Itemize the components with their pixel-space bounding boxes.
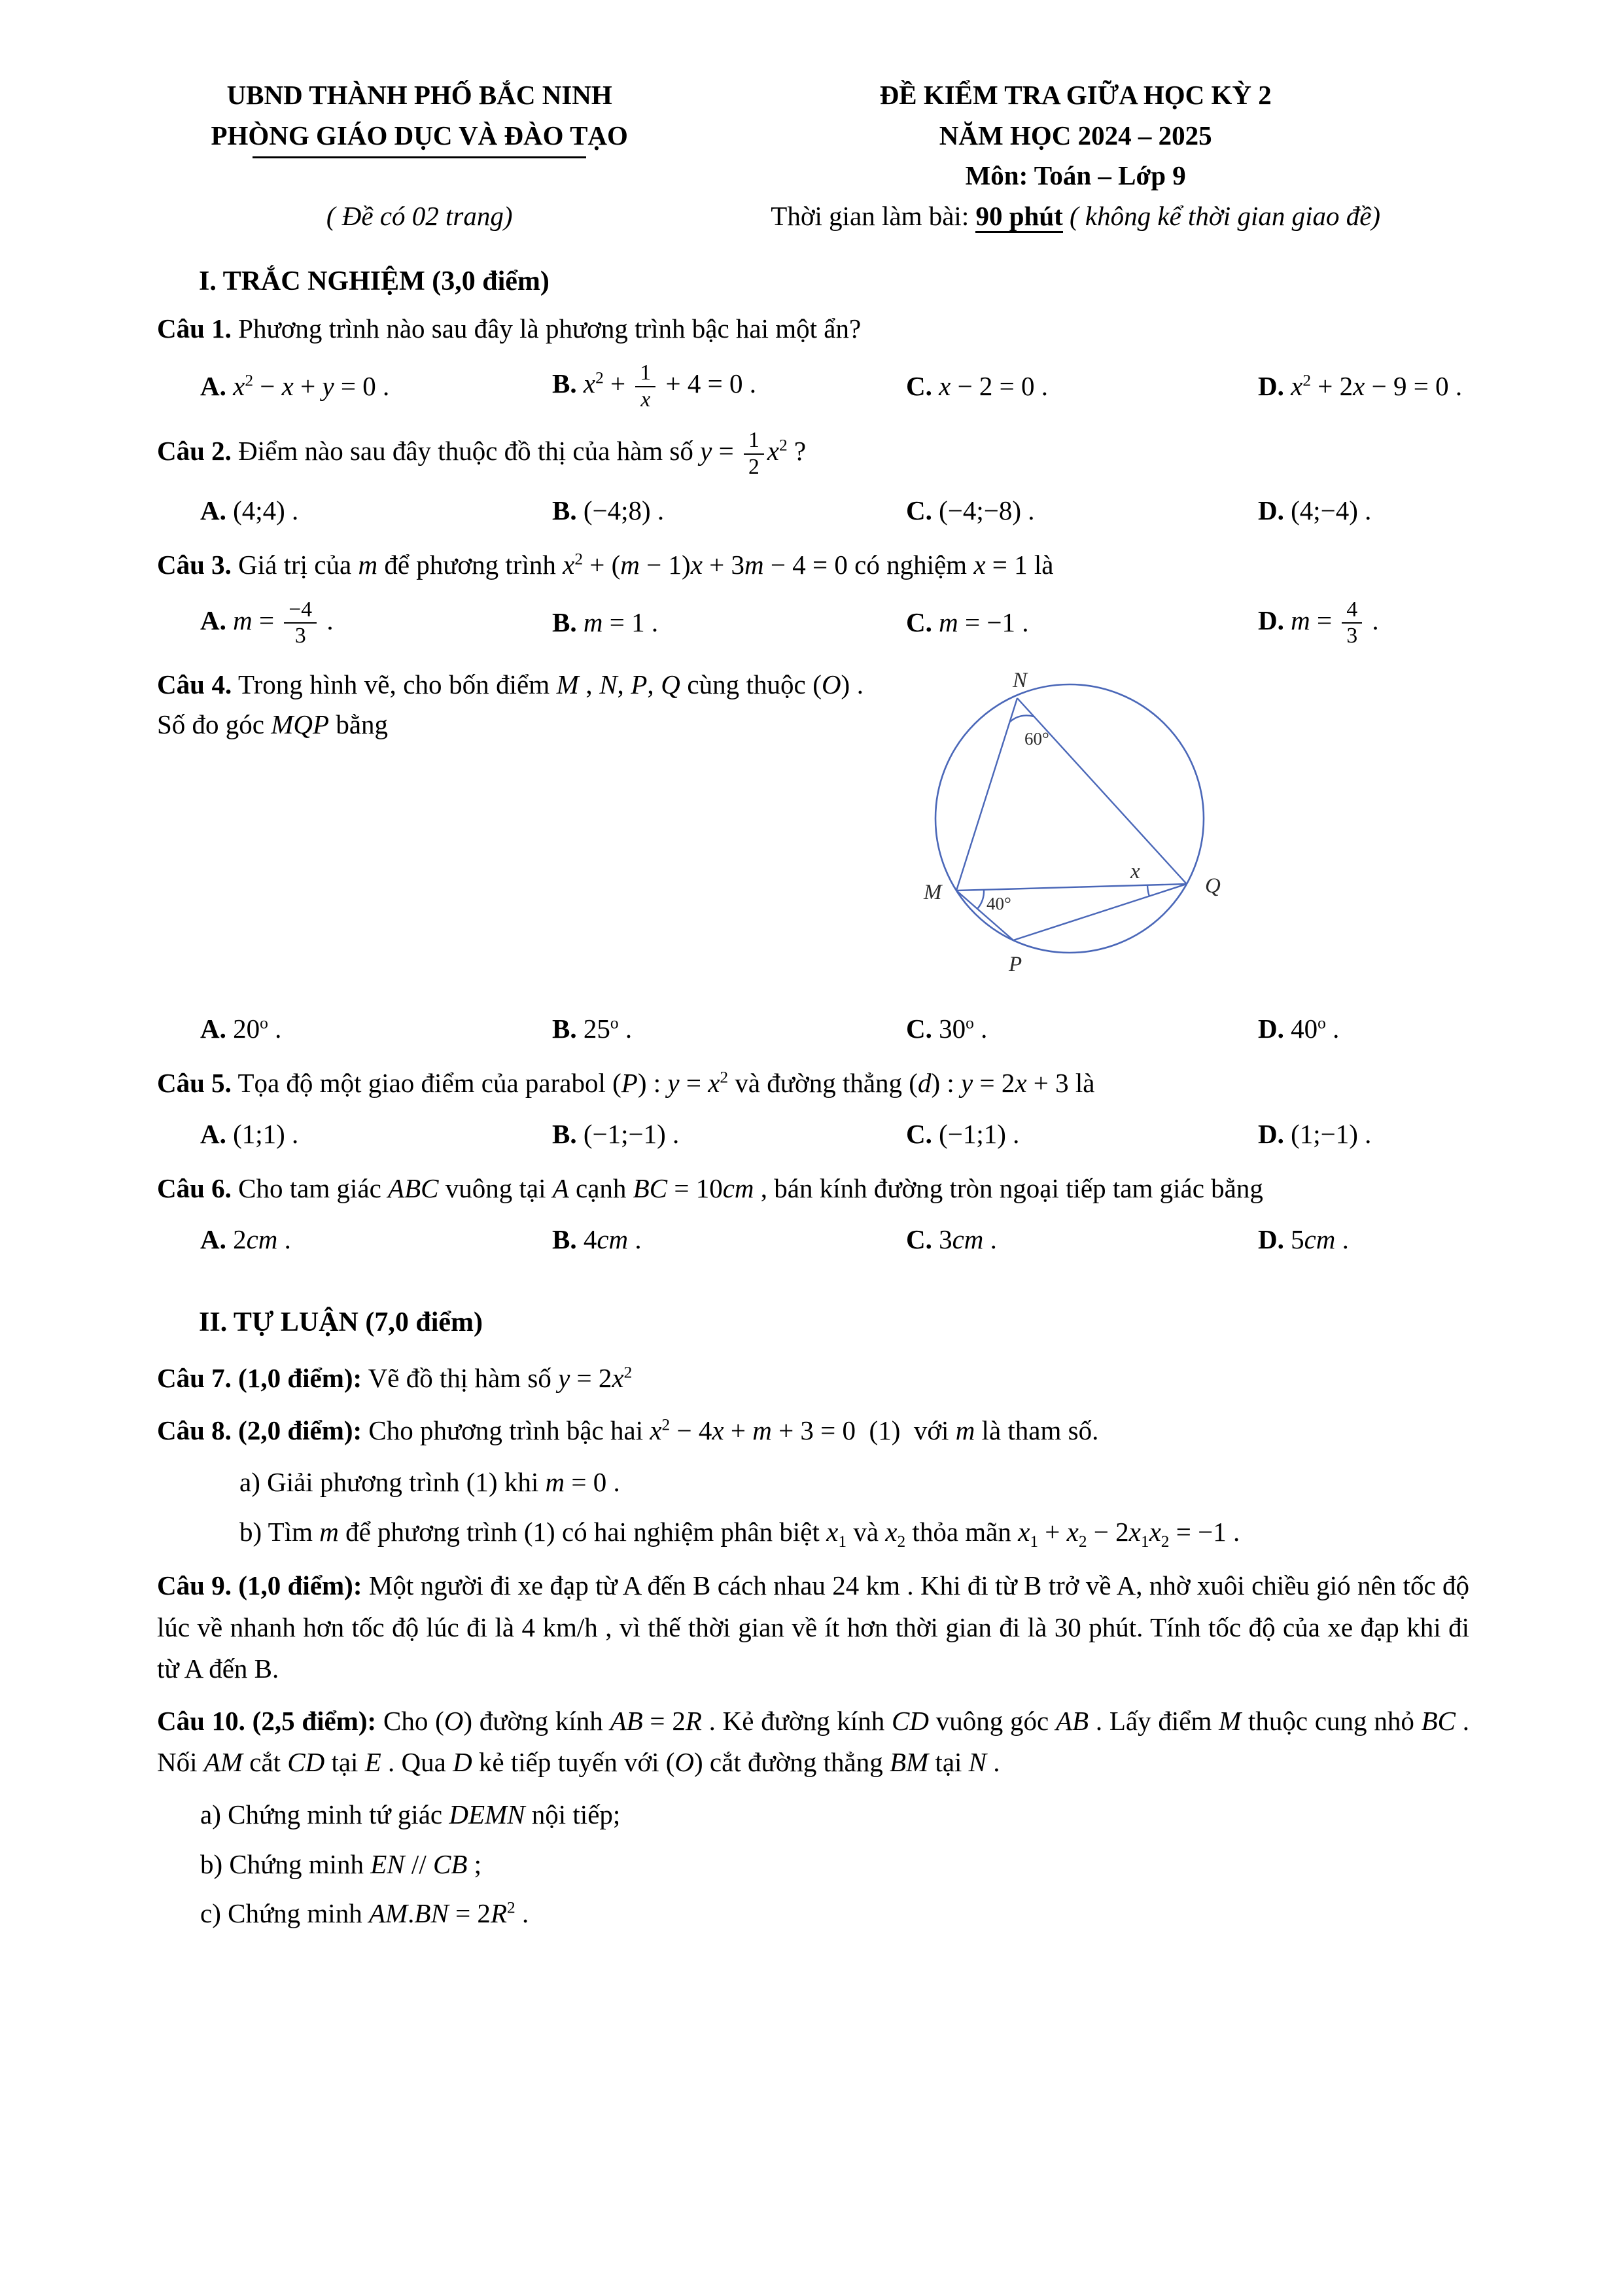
question-8-label: Câu 8. (2,0 điểm): <box>157 1415 362 1445</box>
question-5 <box>157 1063 1469 1153</box>
question-4-stem <box>157 665 864 745</box>
question-6-option-a <box>200 1221 552 1258</box>
option-key: C. <box>906 370 932 401</box>
question-2-option-c <box>906 492 1258 529</box>
question-5-option-a <box>200 1116 552 1153</box>
question-7-label: Câu 7. (1,0 điểm): <box>157 1363 362 1393</box>
option-text: 40$^o$ . <box>1291 1013 1340 1044</box>
question-6-options <box>157 1221 1469 1258</box>
question-1-text: Phương trình nào sau đây là phương trình bậc hai một ẩn? <box>238 313 862 344</box>
question-2-option-a <box>200 492 552 529</box>
option-text: (−4;−8) . <box>939 495 1035 525</box>
option-key: D. <box>1258 1224 1284 1254</box>
option-text: 25$^o$ . <box>583 1013 633 1044</box>
duration-note: ( không kể thời gian giao đề) <box>1062 200 1381 231</box>
option-key: B. <box>552 1118 577 1149</box>
option-key: B. <box>552 495 577 525</box>
option-text: (1;1) . <box>233 1118 299 1149</box>
option-key: D. <box>1258 370 1284 401</box>
option-key: B. <box>552 1224 577 1254</box>
question-1 <box>157 309 1469 413</box>
option-text: (1;−1) . <box>1291 1118 1372 1149</box>
circle-figure <box>903 665 1269 998</box>
option-text: 20$^o$ . <box>233 1013 282 1044</box>
circle-O <box>935 684 1204 953</box>
chord-NM <box>956 698 1017 891</box>
option-key: C. <box>906 495 932 525</box>
question-8-part-b: b) Tìm m để phương trình (1) có hai nghiệm phân biệt $x_1$ và $x_2$ thỏa mãn $x_1 + x_2 - 2x_1x_2 = -1$ . <box>239 1516 1240 1551</box>
question-1-option-a <box>200 368 552 405</box>
option-key: A. <box>200 495 226 525</box>
section-essay-title: II. TỰ LUẬN (7,0 điểm) <box>199 1307 483 1337</box>
question-10-part-a: a) Chứng minh tứ giác DEMN nội tiếp; <box>200 1799 621 1829</box>
option-text: $x^2 + 2x - 9 = 0$ . <box>1291 370 1463 401</box>
question-5-options <box>157 1116 1469 1153</box>
question-1-stem <box>157 309 1469 349</box>
question-9-stem <box>157 1565 1469 1690</box>
option-text: $x^2 - x + y = 0$ . <box>233 370 390 401</box>
option-text: (−1;−1) . <box>583 1118 680 1149</box>
option-text: 30$^o$ . <box>939 1013 988 1044</box>
question-3-text: Giá trị của m để phương trình $x^2 + (m - 1)x + 3m - 4 = 0$ có nghiệm x = 1 là <box>238 550 1054 580</box>
question-5-label: Câu 5. <box>157 1068 232 1099</box>
question-9-text: Một người đi xe đạp từ A đến B cách nhau 24 km . Khi đi từ B trở về A, nhờ xuôi chiều gió nên tốc độ lúc về nhanh hơn tốc độ lúc đi là 4 km/h , vì thế thời gian về ít hơn thời gian đi là 30 phút. Tính tốc độ của xe đạp khi đi từ A đến B. <box>157 1570 1470 1684</box>
question-3 <box>157 545 1469 649</box>
angle-arc-N <box>1010 715 1034 722</box>
option-key: C. <box>906 1118 932 1149</box>
point-label-M: M <box>924 880 942 904</box>
option-text: m = 1 . <box>583 607 659 638</box>
question-2-text: Điểm nào sau đây thuộc đồ thị của hàm số y = $\frac{1}{2}$ $x^2$ ? <box>238 428 807 479</box>
question-5-text: Tọa độ một giao điểm của parabol (P) : $y = x^2$ và đường thẳng (d) : y = 2x + 3 là <box>237 1068 1095 1099</box>
option-key: B. <box>552 368 577 399</box>
question-6-stem <box>157 1169 1469 1209</box>
angle-arc-Q <box>1147 885 1149 896</box>
question-10-stem <box>157 1701 1469 1784</box>
question-10-text: Cho (O) đường kính AB = 2R . Kẻ đường kính CD vuông góc AB . Lấy điểm M thuộc cung nhỏ BC . Nối AM cắt CD tại E . Qua D kẻ tiếp tuyến với (O) cắt đường thẳng BM tại N . <box>157 1705 1470 1778</box>
question-10-label: Câu 10. (2,5 điểm): <box>157 1705 377 1736</box>
question-10 <box>157 1701 1469 1935</box>
question-4 <box>157 665 1469 1048</box>
question-8-part-a: a) Giải phương trình (1) khi m = 0 . <box>239 1467 620 1498</box>
question-4-option-c <box>906 1010 1258 1048</box>
option-key: C. <box>906 1224 932 1254</box>
question-3-option-d <box>1258 597 1469 649</box>
option-text: 4cm . <box>583 1224 642 1254</box>
question-7-text: Vẽ đồ thị hàm số $y = 2x^2$ <box>368 1363 633 1393</box>
question-1-option-d <box>1258 368 1469 405</box>
question-3-options <box>157 597 1469 649</box>
chord-MQ <box>956 884 1187 891</box>
option-key: D. <box>1258 495 1284 525</box>
option-key: A. <box>200 1224 226 1254</box>
question-10-part-c: c) Chứng minh $AM.BN = 2R^2$ . <box>200 1898 529 1929</box>
school-year: NĂM HỌC 2024 – 2025 <box>939 120 1212 150</box>
angle-label-60: 60° <box>1024 728 1049 749</box>
question-2-label: Câu 2. <box>157 436 232 467</box>
section-multiple-choice-title: I. TRẮC NGHIỆM (3,0 điểm) <box>199 266 550 296</box>
question-3-option-a <box>200 597 552 649</box>
question-6-option-c <box>906 1221 1258 1258</box>
question-3-option-b <box>552 604 906 641</box>
question-2-options <box>157 492 1469 529</box>
question-3-label: Câu 3. <box>157 550 232 580</box>
option-key: D. <box>1258 605 1284 635</box>
chord-PQ <box>1013 884 1187 940</box>
option-text: (−4;8) . <box>583 495 665 525</box>
option-key: B. <box>552 1013 577 1044</box>
question-5-stem <box>157 1063 1469 1104</box>
option-key: A. <box>200 605 226 635</box>
option-key: B. <box>552 607 577 638</box>
question-1-option-b <box>552 361 906 412</box>
question-7 <box>157 1358 1469 1400</box>
option-key: A. <box>200 1118 226 1149</box>
issuer-name: UBND THÀNH PHỐ BẮC NINH <box>226 80 612 110</box>
header-issuer <box>157 75 682 237</box>
option-key: A. <box>200 370 226 401</box>
option-key: C. <box>906 607 932 638</box>
header-exam-info <box>682 75 1469 236</box>
option-text: x − 2 = 0 . <box>939 370 1049 401</box>
angle-arc-M <box>977 890 984 909</box>
question-1-option-c <box>906 368 1258 405</box>
option-text: 2cm . <box>233 1224 291 1254</box>
question-6-option-d <box>1258 1221 1469 1258</box>
option-key: C. <box>906 1013 932 1044</box>
question-8-text: Cho phương trình bậc hai $x^2 - 4x + m + 3 = 0$ (1) với m là tham số. <box>368 1415 1099 1445</box>
point-label-N: N <box>1013 668 1028 692</box>
option-text: m = $\frac{4}{3}$ . <box>1291 597 1379 648</box>
question-2-option-b <box>552 492 906 529</box>
question-3-stem <box>157 545 1469 586</box>
chord-NQ <box>1017 698 1187 884</box>
question-5-option-c <box>906 1116 1258 1153</box>
inscribed-angles-figure <box>903 665 1269 992</box>
question-10-part-b: b) Chứng minh EN // CB ; <box>200 1848 482 1879</box>
issuer-department-text: PHÒNG GIÁO DỤC VÀ ĐÀO TẠO <box>211 116 627 156</box>
exam-header <box>157 75 1469 237</box>
point-label-P: P <box>1009 952 1022 976</box>
question-6-option-b <box>552 1221 906 1258</box>
question-2 <box>157 428 1469 529</box>
question-9-label: Câu 9. (1,0 điểm): <box>157 1570 362 1601</box>
option-text: 3cm . <box>939 1224 997 1254</box>
question-4-option-d <box>1258 1010 1469 1048</box>
question-4-body <box>157 665 1469 998</box>
question-6-text: Cho tam giác ABC vuông tại A cạnh BC = 10cm , bán kính đường tròn ngoại tiếp tam giác bằng <box>238 1173 1263 1204</box>
angle-label-x: x <box>1130 859 1140 883</box>
issuer-department <box>157 116 682 156</box>
question-2-stem <box>157 428 1469 480</box>
question-7-stem <box>157 1358 1469 1400</box>
option-text: (−1;1) . <box>939 1118 1020 1149</box>
duration-line <box>682 196 1469 237</box>
exam-title: ĐỀ KIỂM TRA GIỮA HỌC KỲ 2 <box>879 80 1272 110</box>
point-label-Q: Q <box>1205 874 1221 898</box>
question-1-options <box>157 361 1469 412</box>
option-key: D. <box>1258 1118 1284 1149</box>
option-text: $x^2$ + $\frac{1}{x}$ + 4 = 0 . <box>583 361 756 412</box>
question-4-label: Câu 4. <box>157 669 232 699</box>
option-text: m = −1 . <box>939 607 1029 638</box>
option-text: (4;4) . <box>233 495 299 525</box>
question-4-text: Trong hình vẽ, cho bốn điểm M , N, P, Q cùng thuộc (O) . Số đo góc MQP bằng <box>157 669 864 740</box>
duration-value: 90 phút <box>975 201 1062 233</box>
question-4-option-a <box>200 1010 552 1048</box>
option-key: A. <box>200 1013 226 1044</box>
page-count-note: ( Đề có 02 trang) <box>326 201 513 231</box>
question-9 <box>157 1565 1469 1690</box>
question-6-label: Câu 6. <box>157 1173 232 1204</box>
question-2-option-d <box>1258 492 1469 529</box>
option-text: 5cm . <box>1291 1224 1349 1254</box>
question-5-option-b <box>552 1116 906 1153</box>
option-key: D. <box>1258 1013 1284 1044</box>
question-4-option-b <box>552 1010 906 1048</box>
question-4-options <box>157 1010 1469 1048</box>
question-1-label: Câu 1. <box>157 313 232 344</box>
option-text: m = $\frac{-4}{3}$ . <box>233 597 334 648</box>
question-3-option-c <box>906 604 1258 641</box>
question-5-option-d <box>1258 1116 1469 1153</box>
question-8 <box>157 1410 1469 1555</box>
duration-prefix: Thời gian làm bài: <box>771 200 976 231</box>
option-text: (4;−4) . <box>1291 495 1372 525</box>
angle-label-40: 40° <box>986 893 1011 913</box>
question-8-stem <box>157 1410 1469 1452</box>
subject-grade: Môn: Toán – Lớp 9 <box>965 160 1186 190</box>
question-6 <box>157 1169 1469 1258</box>
